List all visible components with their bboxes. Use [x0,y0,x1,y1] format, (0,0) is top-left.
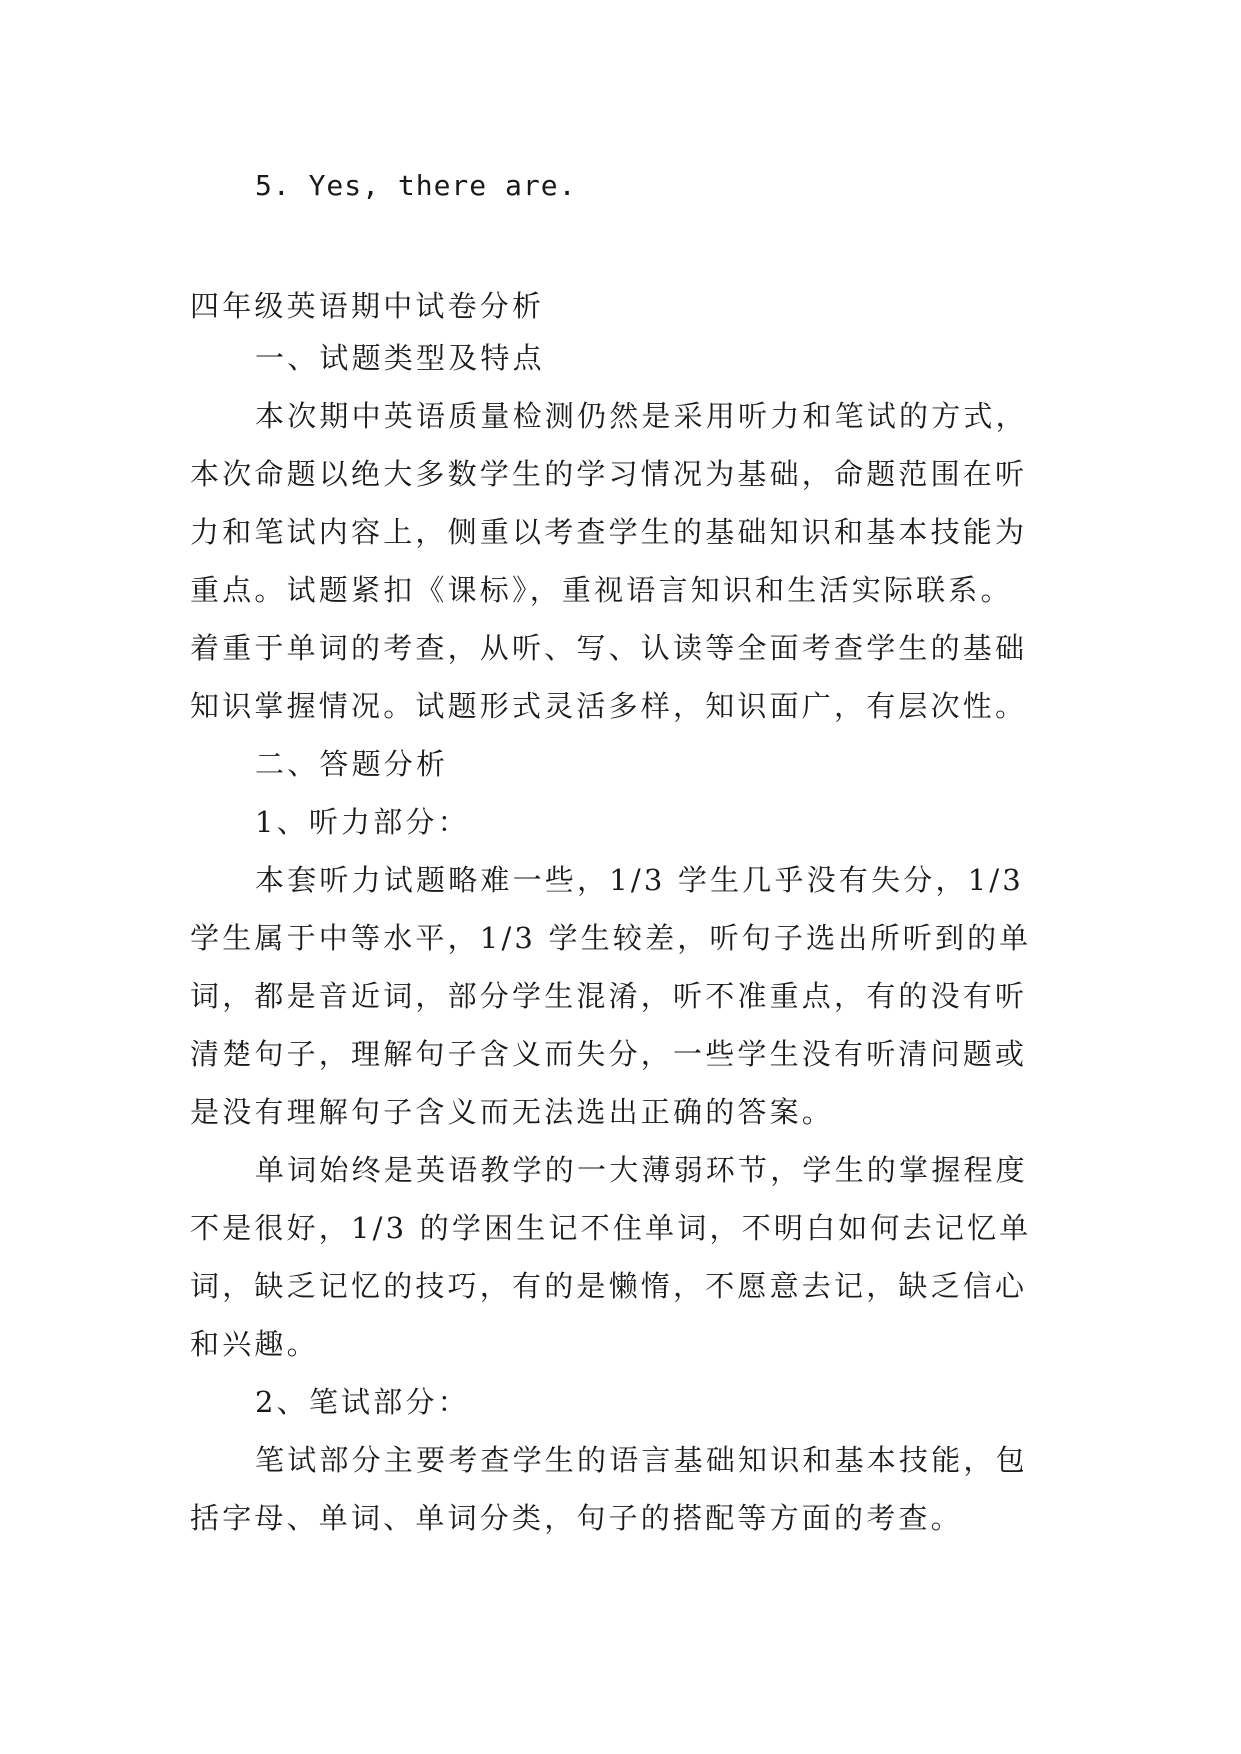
paragraph-1-line-4: 重点。试题紧扣《课标》，重视语言知识和生活实际联系。 [190,573,1013,607]
paragraph-4-line-1: 笔试部分主要考查学生的语言基础知识和基本技能，包 [255,1443,1028,1477]
paragraph-2-line-5: 是没有理解句子含义而无法选出正确的答案。 [190,1095,835,1129]
document-title: 四年级英语期中试卷分析 [190,289,545,323]
paragraph-3-line-1: 单词始终是英语教学的一大薄弱环节，学生的掌握程度 [255,1153,1028,1187]
paragraph-3-line-3: 词，缺乏记忆的技巧，有的是懒惰，不愿意去记，缺乏信心 [190,1269,1028,1303]
paragraph-1-line-6: 知识掌握情况。试题形式灵活多样，知识面广，有层次性。 [190,689,1028,723]
sub-heading-listening: 1、听力部分： [255,805,470,839]
paragraph-2-line-3: 词，都是音近词，部分学生混淆，听不准重点，有的没有听 [190,979,1028,1013]
section-heading-2: 二、答题分析 [255,747,449,781]
answer-line: 5. Yes, there are. [255,169,577,202]
paragraph-4-line-2: 括字母、单词、单词分类，句子的搭配等方面的考查。 [190,1501,963,1535]
paragraph-2-line-2: 学生属于中等水平，1/3 学生较差，听句子选出所听到的单 [190,921,1032,955]
paragraph-3-line-2: 不是很好，1/3 的学困生记不住单词，不明白如何去记忆单 [190,1211,1032,1245]
paragraph-3-line-4: 和兴趣。 [190,1327,319,1361]
paragraph-2-line-4: 清楚句子，理解句子含义而失分，一些学生没有听清问题或 [190,1037,1028,1071]
paragraph-1-line-2: 本次命题以绝大多数学生的学习情况为基础，命题范围在听 [190,457,1028,491]
paragraph-1-line-1: 本次期中英语质量检测仍然是采用听力和笔试的方式， [255,399,1028,433]
paragraph-2-line-1: 本套听力试题略难一些，1/3 学生几乎没有失分，1/3 [255,863,1024,897]
section-heading-1: 一、试题类型及特点 [255,341,545,375]
paragraph-1-line-3: 力和笔试内容上，侧重以考查学生的基础知识和基本技能为 [190,515,1028,549]
paragraph-1-line-5: 着重于单词的考查，从听、写、认读等全面考查学生的基础 [190,631,1028,665]
sub-heading-written: 2、笔试部分： [255,1385,470,1419]
